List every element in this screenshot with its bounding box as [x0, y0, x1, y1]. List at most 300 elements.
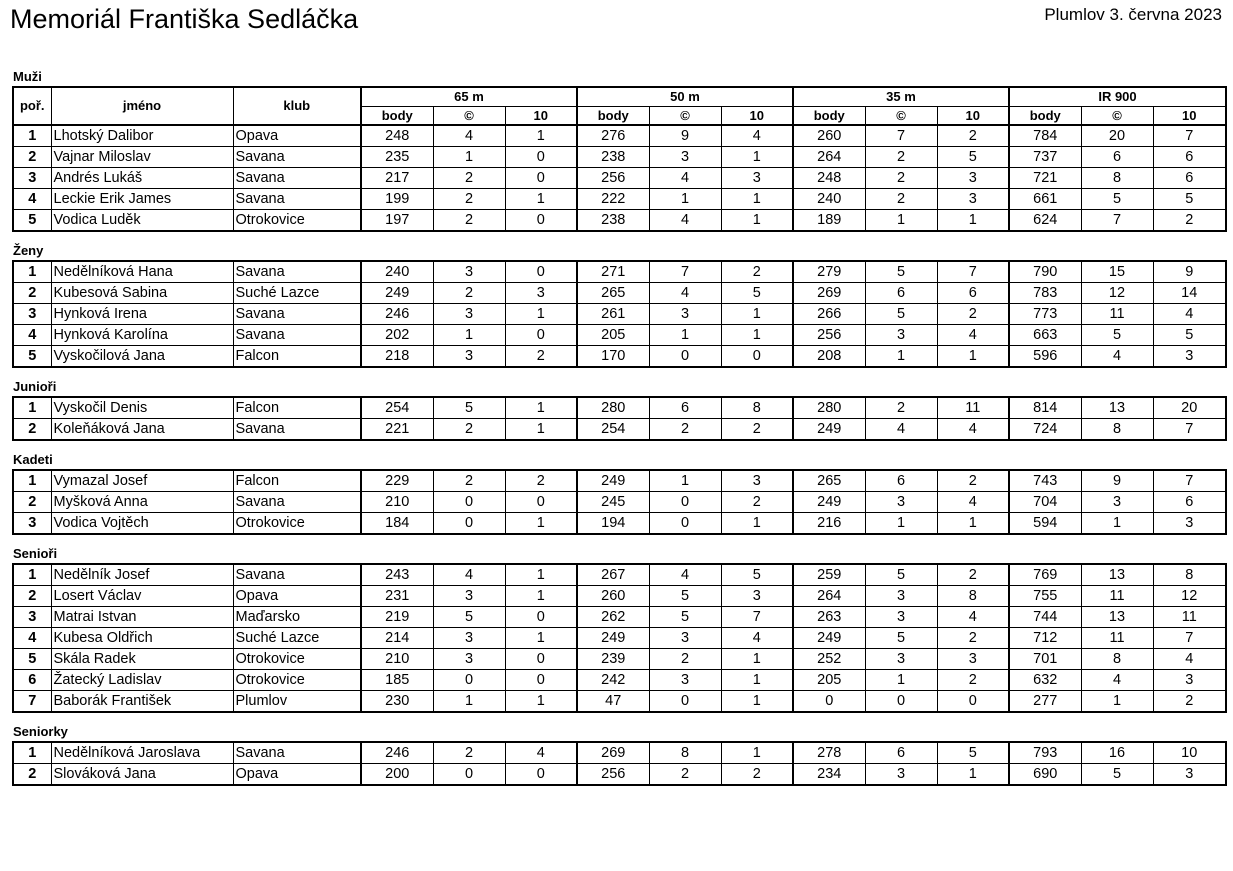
- score-cell: 3: [1153, 670, 1226, 691]
- score-cell: 1: [721, 189, 793, 210]
- table-row: [13, 470, 1226, 492]
- table-row: [13, 607, 1226, 628]
- score-cell: 4: [937, 492, 1009, 513]
- score-cell: 1: [937, 210, 1009, 232]
- section-title: Ženy: [13, 243, 44, 258]
- score-cell: 2: [721, 764, 793, 786]
- score-cell: 3: [1153, 346, 1226, 368]
- header-sub: body: [577, 106, 649, 125]
- club-cell: Savana: [233, 304, 361, 325]
- score-cell: 277: [1009, 691, 1081, 713]
- score-cell: 256: [577, 764, 649, 786]
- score-cell: 2: [649, 419, 721, 441]
- score-cell: 280: [577, 397, 649, 419]
- score-cell: 5: [937, 147, 1009, 168]
- club-cell: Savana: [233, 261, 361, 283]
- rank-cell: 5: [13, 210, 51, 232]
- score-cell: 0: [937, 691, 1009, 713]
- score-cell: 3: [649, 628, 721, 649]
- score-cell: 3: [865, 649, 937, 670]
- name-cell: Baborák František: [51, 691, 233, 713]
- table-row: [13, 492, 1226, 513]
- score-cell: 793: [1009, 742, 1081, 764]
- score-cell: 1: [649, 189, 721, 210]
- header-sub: 10: [1153, 106, 1226, 125]
- score-cell: 9: [1153, 261, 1226, 283]
- section-title: Junioři: [13, 379, 57, 394]
- score-cell: 8: [1081, 168, 1153, 189]
- score-cell: 205: [793, 670, 865, 691]
- name-cell: Nedělník Josef: [51, 564, 233, 586]
- score-cell: 189: [793, 210, 865, 232]
- score-cell: 4: [937, 419, 1009, 441]
- score-cell: 3: [721, 586, 793, 607]
- score-cell: 0: [505, 492, 577, 513]
- score-cell: 260: [577, 586, 649, 607]
- results-table: [12, 86, 1227, 232]
- table-row: [13, 168, 1226, 189]
- score-cell: 0: [505, 168, 577, 189]
- score-cell: 0: [505, 147, 577, 168]
- results-table: [12, 741, 1227, 786]
- score-cell: 199: [361, 189, 433, 210]
- results-table: [12, 563, 1227, 713]
- score-cell: 5: [1081, 189, 1153, 210]
- score-cell: 4: [865, 419, 937, 441]
- score-cell: 3: [649, 670, 721, 691]
- score-cell: 5: [433, 397, 505, 419]
- club-cell: Opava: [233, 586, 361, 607]
- score-cell: 1: [721, 649, 793, 670]
- score-cell: 242: [577, 670, 649, 691]
- score-cell: 245: [577, 492, 649, 513]
- score-cell: 7: [1153, 125, 1226, 147]
- score-cell: 5: [865, 261, 937, 283]
- club-cell: Otrokovice: [233, 513, 361, 535]
- score-cell: 1: [433, 691, 505, 713]
- score-cell: 661: [1009, 189, 1081, 210]
- name-cell: Vodica Vojtěch: [51, 513, 233, 535]
- score-cell: 4: [937, 607, 1009, 628]
- score-cell: 6: [1153, 147, 1226, 168]
- score-cell: 2: [433, 419, 505, 441]
- score-cell: 5: [937, 742, 1009, 764]
- rank-cell: 5: [13, 649, 51, 670]
- score-cell: 7: [865, 125, 937, 147]
- score-cell: 4: [649, 168, 721, 189]
- name-cell: Kubesová Sabina: [51, 283, 233, 304]
- score-cell: 2: [1153, 691, 1226, 713]
- table-row: [13, 670, 1226, 691]
- score-cell: 1: [433, 325, 505, 346]
- score-cell: 194: [577, 513, 649, 535]
- score-cell: 0: [649, 492, 721, 513]
- club-cell: Otrokovice: [233, 670, 361, 691]
- table-row: [13, 628, 1226, 649]
- page-title: Memoriál Františka Sedláčka: [10, 4, 359, 34]
- score-cell: 2: [865, 189, 937, 210]
- score-cell: 7: [937, 261, 1009, 283]
- score-cell: 3: [721, 168, 793, 189]
- score-cell: 254: [361, 397, 433, 419]
- rank-cell: 2: [13, 586, 51, 607]
- score-cell: 3: [649, 147, 721, 168]
- score-cell: 7: [721, 607, 793, 628]
- score-cell: 279: [793, 261, 865, 283]
- score-cell: 4: [1081, 670, 1153, 691]
- results-table: [12, 396, 1227, 441]
- score-cell: 5: [649, 586, 721, 607]
- score-cell: 264: [793, 586, 865, 607]
- table-row: [13, 742, 1226, 764]
- score-cell: 269: [793, 283, 865, 304]
- rank-cell: 2: [13, 419, 51, 441]
- section-4: [12, 545, 1225, 713]
- score-cell: 200: [361, 764, 433, 786]
- score-cell: 769: [1009, 564, 1081, 586]
- name-cell: Nedělníková Hana: [51, 261, 233, 283]
- rank-cell: 1: [13, 470, 51, 492]
- score-cell: 1: [505, 691, 577, 713]
- score-cell: 3: [433, 586, 505, 607]
- score-cell: 2: [865, 168, 937, 189]
- section-title: Muži: [13, 69, 42, 84]
- header-sub: ©: [1081, 106, 1153, 125]
- score-cell: 2: [433, 189, 505, 210]
- score-cell: 248: [793, 168, 865, 189]
- table-row: [13, 564, 1226, 586]
- club-cell: Plumlov: [233, 691, 361, 713]
- score-cell: 755: [1009, 586, 1081, 607]
- score-cell: 3: [865, 607, 937, 628]
- score-cell: 6: [937, 283, 1009, 304]
- name-cell: Koleňáková Jana: [51, 419, 233, 441]
- score-cell: 8: [721, 397, 793, 419]
- name-cell: Andrés Lukáš: [51, 168, 233, 189]
- score-cell: 4: [1153, 304, 1226, 325]
- score-cell: 185: [361, 670, 433, 691]
- club-cell: Opava: [233, 764, 361, 786]
- score-cell: 1: [865, 346, 937, 368]
- score-cell: 249: [577, 628, 649, 649]
- score-cell: 7: [1153, 419, 1226, 441]
- score-cell: 259: [793, 564, 865, 586]
- score-cell: 3: [937, 649, 1009, 670]
- score-cell: 240: [793, 189, 865, 210]
- score-cell: 280: [793, 397, 865, 419]
- score-cell: 2: [433, 470, 505, 492]
- score-cell: 2: [505, 346, 577, 368]
- score-cell: 256: [577, 168, 649, 189]
- score-cell: 4: [649, 564, 721, 586]
- score-cell: 231: [361, 586, 433, 607]
- score-cell: 278: [793, 742, 865, 764]
- score-cell: 13: [1081, 397, 1153, 419]
- score-cell: 4: [433, 125, 505, 147]
- club-cell: Falcon: [233, 346, 361, 368]
- score-cell: 0: [649, 513, 721, 535]
- section-title: Seniorky: [13, 724, 68, 739]
- score-cell: 256: [793, 325, 865, 346]
- score-cell: 12: [1081, 283, 1153, 304]
- score-cell: 8: [1081, 419, 1153, 441]
- score-cell: 11: [1081, 586, 1153, 607]
- table-row: [13, 649, 1226, 670]
- score-cell: 2: [937, 470, 1009, 492]
- header-sub: ©: [865, 106, 937, 125]
- score-cell: 1: [937, 346, 1009, 368]
- score-cell: 264: [793, 147, 865, 168]
- header-group: 35 m: [793, 87, 1009, 106]
- score-cell: 14: [1153, 283, 1226, 304]
- header-group: 50 m: [577, 87, 793, 106]
- score-cell: 184: [361, 513, 433, 535]
- score-cell: 4: [721, 125, 793, 147]
- score-cell: 238: [577, 147, 649, 168]
- score-cell: 262: [577, 607, 649, 628]
- header-sub: ©: [649, 106, 721, 125]
- score-cell: 1: [1081, 513, 1153, 535]
- score-cell: 5: [721, 564, 793, 586]
- score-cell: 1: [865, 210, 937, 232]
- score-cell: 230: [361, 691, 433, 713]
- score-cell: 1: [721, 691, 793, 713]
- score-cell: 1: [505, 628, 577, 649]
- name-cell: Vodica Luděk: [51, 210, 233, 232]
- score-cell: 246: [361, 304, 433, 325]
- name-cell: Leckie Erik James: [51, 189, 233, 210]
- score-cell: 1: [649, 470, 721, 492]
- score-cell: 5: [433, 607, 505, 628]
- score-cell: 5: [649, 607, 721, 628]
- table-row: [13, 513, 1226, 535]
- score-cell: 1: [721, 304, 793, 325]
- score-cell: 7: [1081, 210, 1153, 232]
- score-cell: 6: [649, 397, 721, 419]
- score-cell: 2: [433, 742, 505, 764]
- table-row: [13, 125, 1226, 147]
- score-cell: 3: [865, 764, 937, 786]
- table-row: [13, 346, 1226, 368]
- score-cell: 0: [865, 691, 937, 713]
- results-sections: [12, 68, 1225, 796]
- score-cell: 11: [1153, 607, 1226, 628]
- score-cell: 7: [1153, 628, 1226, 649]
- score-cell: 743: [1009, 470, 1081, 492]
- score-cell: 13: [1081, 607, 1153, 628]
- name-cell: Vyskočil Denis: [51, 397, 233, 419]
- score-cell: 3: [433, 261, 505, 283]
- rank-cell: 5: [13, 346, 51, 368]
- rank-cell: 3: [13, 304, 51, 325]
- score-cell: 2: [721, 492, 793, 513]
- rank-cell: 1: [13, 261, 51, 283]
- name-cell: Myšková Anna: [51, 492, 233, 513]
- score-cell: 1: [937, 513, 1009, 535]
- results-table: [12, 469, 1227, 535]
- score-cell: 218: [361, 346, 433, 368]
- score-cell: 3: [937, 189, 1009, 210]
- section-title: Senioři: [13, 546, 58, 561]
- score-cell: 208: [793, 346, 865, 368]
- score-cell: 2: [433, 210, 505, 232]
- score-cell: 249: [793, 628, 865, 649]
- score-cell: 3: [937, 168, 1009, 189]
- name-cell: Kubesa Oldřich: [51, 628, 233, 649]
- header-sub: 10: [505, 106, 577, 125]
- score-cell: 704: [1009, 492, 1081, 513]
- header-sub: 10: [937, 106, 1009, 125]
- table-row: [13, 261, 1226, 283]
- score-cell: 3: [433, 628, 505, 649]
- score-cell: 2: [505, 470, 577, 492]
- score-cell: 624: [1009, 210, 1081, 232]
- score-cell: 2: [937, 670, 1009, 691]
- score-cell: 0: [505, 325, 577, 346]
- score-cell: 1: [505, 397, 577, 419]
- score-cell: 6: [865, 283, 937, 304]
- score-cell: 1: [505, 564, 577, 586]
- score-cell: 11: [1081, 628, 1153, 649]
- score-cell: 1: [865, 670, 937, 691]
- score-cell: 690: [1009, 764, 1081, 786]
- rank-cell: 2: [13, 283, 51, 304]
- club-cell: Falcon: [233, 470, 361, 492]
- score-cell: 235: [361, 147, 433, 168]
- score-cell: 0: [433, 670, 505, 691]
- score-cell: 3: [433, 304, 505, 325]
- score-cell: 5: [865, 628, 937, 649]
- score-cell: 263: [793, 607, 865, 628]
- score-cell: 1: [721, 325, 793, 346]
- place-date: Plumlov 3. června 2023: [1044, 5, 1222, 24]
- score-cell: 210: [361, 649, 433, 670]
- score-cell: 4: [649, 210, 721, 232]
- score-cell: 6: [865, 470, 937, 492]
- header-name: jméno: [51, 87, 233, 125]
- rank-cell: 7: [13, 691, 51, 713]
- header-sub: body: [1009, 106, 1081, 125]
- score-cell: 5: [1153, 325, 1226, 346]
- score-cell: 3: [505, 283, 577, 304]
- score-cell: 0: [433, 492, 505, 513]
- score-cell: 2: [721, 419, 793, 441]
- club-cell: Savana: [233, 564, 361, 586]
- score-cell: 3: [865, 492, 937, 513]
- club-cell: Maďarsko: [233, 607, 361, 628]
- score-cell: 266: [793, 304, 865, 325]
- score-cell: 712: [1009, 628, 1081, 649]
- rank-cell: 1: [13, 397, 51, 419]
- score-cell: 773: [1009, 304, 1081, 325]
- rank-cell: 2: [13, 764, 51, 786]
- score-cell: 249: [361, 283, 433, 304]
- score-cell: 5: [1081, 325, 1153, 346]
- club-cell: Savana: [233, 168, 361, 189]
- score-cell: 202: [361, 325, 433, 346]
- score-cell: 217: [361, 168, 433, 189]
- score-cell: 5: [1153, 189, 1226, 210]
- rank-cell: 3: [13, 607, 51, 628]
- score-cell: 3: [1153, 513, 1226, 535]
- score-cell: 1: [649, 325, 721, 346]
- score-cell: 15: [1081, 261, 1153, 283]
- header-group: 65 m: [361, 87, 577, 106]
- score-cell: 2: [433, 283, 505, 304]
- score-cell: 265: [793, 470, 865, 492]
- score-cell: 12: [1153, 586, 1226, 607]
- score-cell: 3: [865, 586, 937, 607]
- club-cell: Falcon: [233, 397, 361, 419]
- score-cell: 0: [721, 346, 793, 368]
- section-1: [12, 242, 1225, 368]
- score-cell: 4: [1153, 649, 1226, 670]
- score-cell: 10: [1153, 742, 1226, 764]
- score-cell: 8: [1153, 564, 1226, 586]
- score-cell: 5: [865, 564, 937, 586]
- club-cell: Savana: [233, 419, 361, 441]
- name-cell: Žatecký Ladislav: [51, 670, 233, 691]
- rank-cell: 1: [13, 564, 51, 586]
- score-cell: 243: [361, 564, 433, 586]
- score-cell: 2: [865, 397, 937, 419]
- score-cell: 721: [1009, 168, 1081, 189]
- name-cell: Losert Václav: [51, 586, 233, 607]
- rank-cell: 4: [13, 189, 51, 210]
- rank-cell: 1: [13, 742, 51, 764]
- section-5: [12, 723, 1225, 786]
- name-cell: Vajnar Miloslav: [51, 147, 233, 168]
- name-cell: Skála Radek: [51, 649, 233, 670]
- name-cell: Lhotský Dalibor: [51, 125, 233, 147]
- score-cell: 790: [1009, 261, 1081, 283]
- score-cell: 7: [1153, 470, 1226, 492]
- score-cell: 6: [865, 742, 937, 764]
- club-cell: Savana: [233, 325, 361, 346]
- score-cell: 1: [721, 147, 793, 168]
- score-cell: 6: [1081, 147, 1153, 168]
- score-cell: 254: [577, 419, 649, 441]
- score-cell: 2: [649, 649, 721, 670]
- score-cell: 1: [505, 125, 577, 147]
- score-cell: 267: [577, 564, 649, 586]
- score-cell: 4: [1081, 346, 1153, 368]
- table-row: [13, 210, 1226, 232]
- score-cell: 1: [433, 147, 505, 168]
- rank-cell: 6: [13, 670, 51, 691]
- score-cell: 596: [1009, 346, 1081, 368]
- table-row: [13, 325, 1226, 346]
- table-row: [13, 419, 1226, 441]
- table-row: [13, 691, 1226, 713]
- header-club: klub: [233, 87, 361, 125]
- score-cell: 0: [505, 210, 577, 232]
- header-rank: poř.: [13, 87, 51, 125]
- rank-cell: 2: [13, 147, 51, 168]
- name-cell: Hynková Irena: [51, 304, 233, 325]
- club-cell: Savana: [233, 189, 361, 210]
- header-sub: body: [361, 106, 433, 125]
- score-cell: 4: [505, 742, 577, 764]
- header-sub: ©: [433, 106, 505, 125]
- score-cell: 0: [505, 649, 577, 670]
- score-cell: 8: [649, 742, 721, 764]
- score-cell: 4: [721, 628, 793, 649]
- club-cell: Otrokovice: [233, 210, 361, 232]
- score-cell: 249: [793, 419, 865, 441]
- score-cell: 0: [505, 670, 577, 691]
- score-cell: 6: [1153, 168, 1226, 189]
